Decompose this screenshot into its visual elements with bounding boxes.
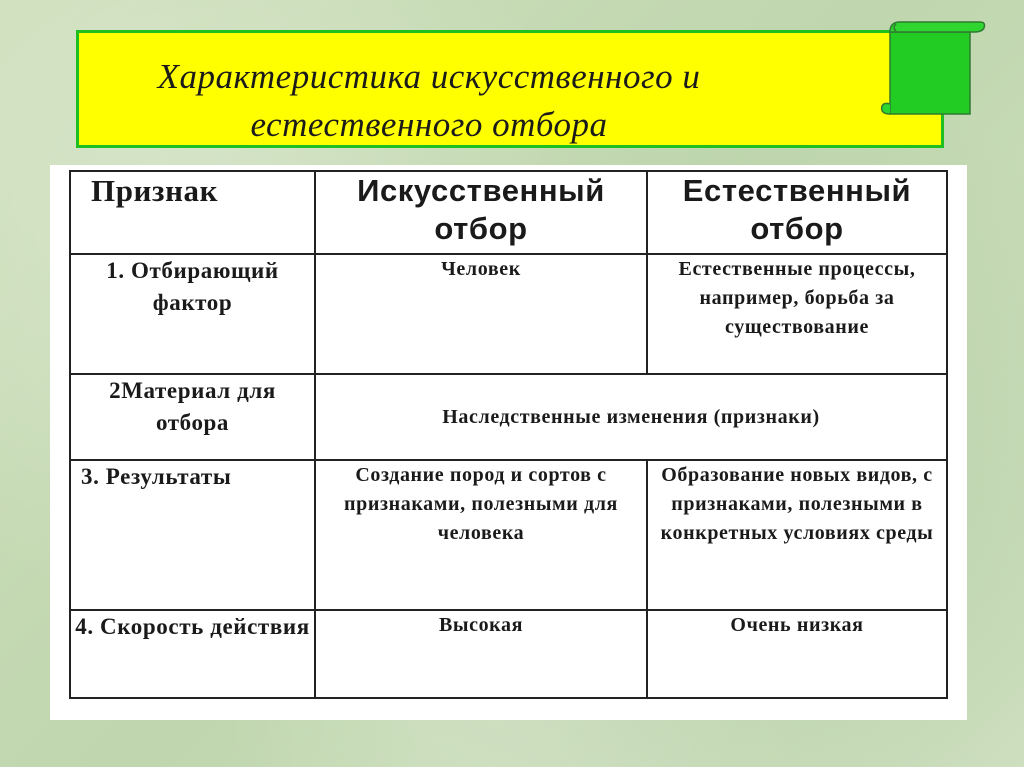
title-banner: [76, 30, 944, 148]
cell-natural: Очень низкая: [647, 610, 947, 698]
row-label: 2Материал для отбора: [70, 374, 315, 460]
scroll-icon: [876, 18, 986, 118]
cell-artificial: Высокая: [315, 610, 647, 698]
row-label: 1. Отбирающий фактор: [70, 254, 315, 374]
header-artificial: Искусственный отбор: [315, 171, 647, 254]
cell-merged: Наследственные изменения (признаки): [315, 374, 947, 460]
title-line-2: естественного отбора: [250, 105, 608, 144]
cell-natural: Образование новых видов, с признаками, полезными в конкретных условиях среды: [647, 460, 947, 610]
table-row: [70, 254, 947, 374]
page-title: [79, 53, 779, 149]
table-row: [70, 374, 947, 460]
header-natural: Естественный отбор: [647, 171, 947, 254]
row-label: 4. Скорость действия: [70, 610, 315, 698]
cell-artificial: Создание пород и сортов с признаками, полезными для человека: [315, 460, 647, 610]
table-row: [70, 610, 947, 698]
header-feature: Признак: [70, 171, 315, 254]
table-row: [70, 460, 947, 610]
cell-artificial: Человек: [315, 254, 647, 374]
row-label: 3. Результаты: [70, 460, 315, 610]
selection-comparison-table: [69, 170, 948, 699]
table-header-row: [70, 171, 947, 254]
cell-natural: Естественные процессы, например, борьба за существование: [647, 254, 947, 374]
title-line-1: Характеристика искусственного и: [157, 57, 701, 96]
